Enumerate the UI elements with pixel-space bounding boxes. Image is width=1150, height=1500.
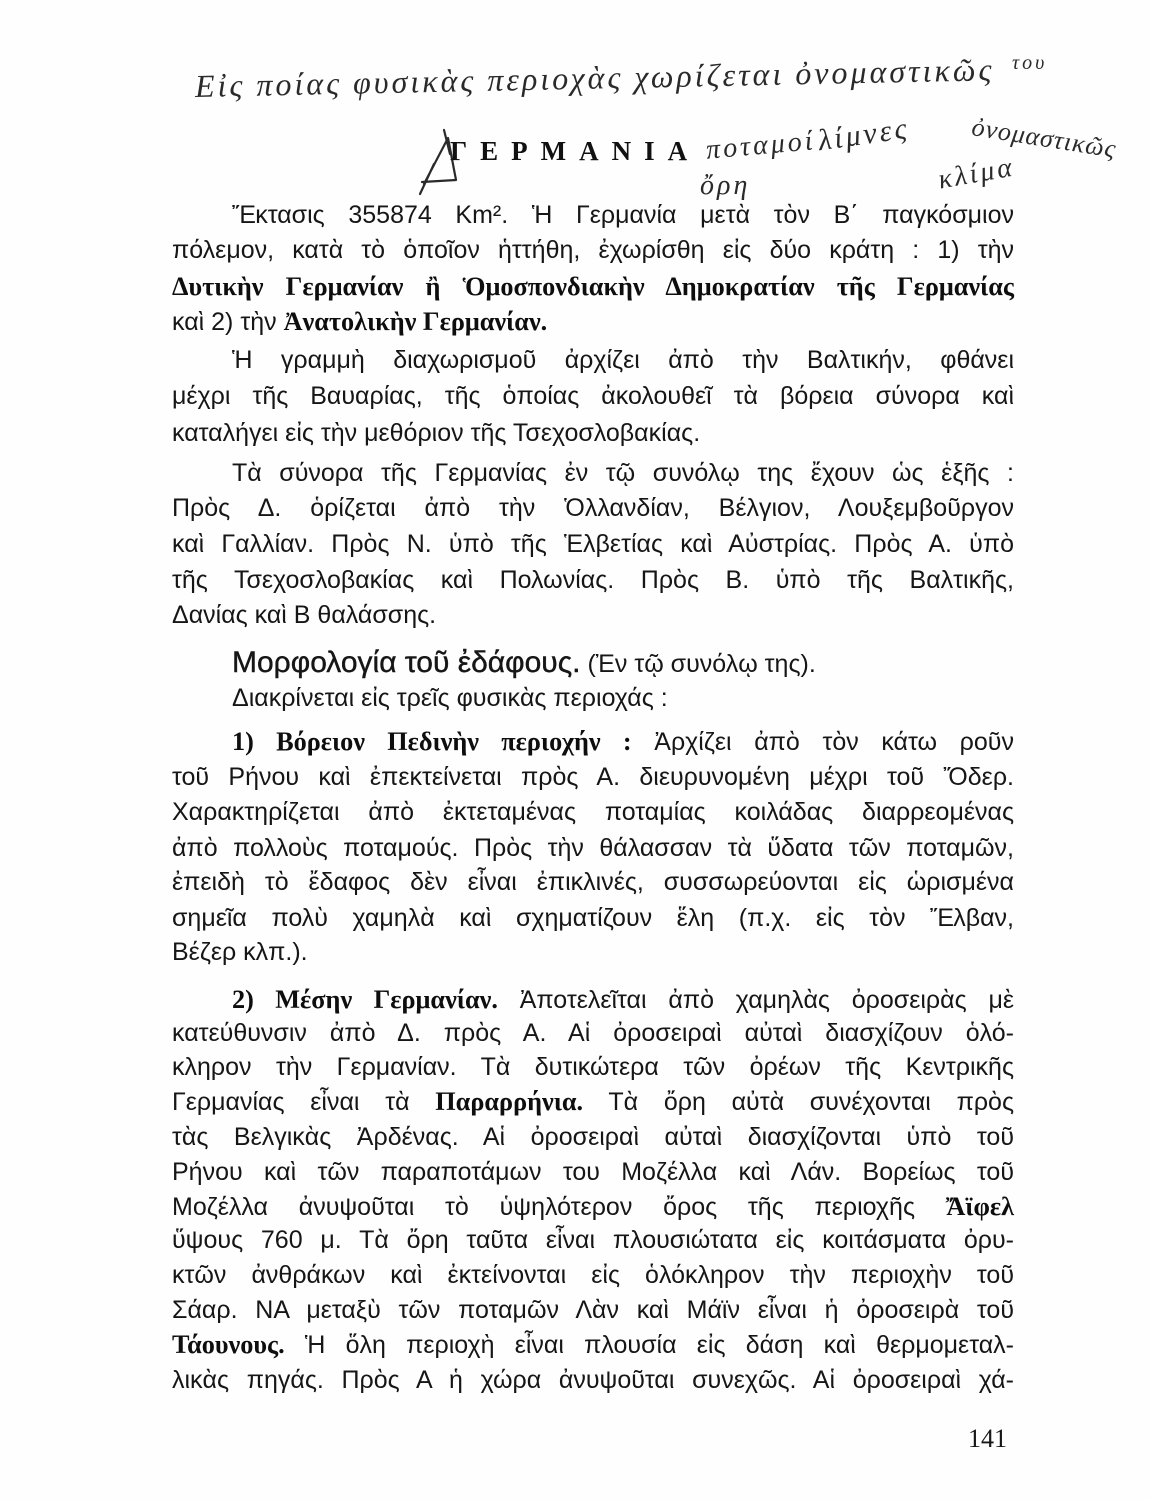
text-line	[232, 724, 1014, 760]
page-title: ΓΕΡΜΑΝΙΑ	[450, 136, 701, 166]
text-line	[172, 900, 1014, 936]
line-text: Ἡ γραμμὴ διαχωρισμοῦ ἀρχίζει ἀπὸ τὴν Βαλτικήν, φθάνει	[232, 346, 1014, 374]
bold-term: Τάουνους.	[172, 1330, 285, 1359]
line-text: ἀπὸ πολλοὺς ποταμούς. Πρὸς τὴν θάλασσαν τὰ ὕδατα τῶν ποταμῶν,	[172, 834, 1014, 862]
bold-term: Ἀνατολικὴν Γερμανίαν.	[283, 307, 548, 336]
bold-term: Παραρρήνια.	[435, 1087, 584, 1116]
text-line	[232, 982, 1014, 1018]
text-line	[172, 526, 1014, 562]
text-line	[172, 794, 1014, 830]
line-text: Βέζερ κλπ.).	[172, 938, 308, 966]
text-line	[232, 342, 1014, 378]
line-text: ἐπειδὴ τὸ ἔδαφος δὲν εἶναι ἐπικλινές, συσσωρεύονται εἰς ὡρισμένα	[172, 868, 1014, 896]
line-text: (Ἐν τῷ συνόλῳ της).	[580, 650, 816, 678]
line-text: κατεύθυνσιν ἀπὸ Δ. πρὸς Α. Αἱ ὀροσειραὶ αὐταὶ διασχίζουν ὁλό-	[172, 1019, 1014, 1047]
text-line	[172, 1154, 1014, 1190]
line-text: Ἡ ὅλη περιοχὴ εἶναι πλουσία εἰς δάση καὶ θερμομεταλ-	[284, 1331, 1014, 1359]
text-line	[172, 1257, 1014, 1293]
text-line	[232, 455, 1014, 491]
text-line	[172, 934, 1014, 970]
text-line	[232, 197, 1014, 233]
bold-term: Δυτικὴν Γερμανίαν ἢ Ὁμοσπονδιακὴν Δημοκρατίαν τῆς Γερμανίας	[172, 272, 1014, 301]
text-line	[172, 597, 1014, 633]
line-text: Ἀποτελεῖται ἀπὸ χαμηλὰς ὀροσειρὰς μὲ	[497, 986, 1014, 1014]
line-text: τῆς Τσεχοσλοβακίας καὶ Πολωνίας. Πρὸς Β. ὑπὸ τῆς Βαλτικῆς,	[172, 566, 1014, 594]
line-text: Σάαρ. ΝΑ μεταξὺ τῶν ποταμῶν Λὰν καὶ Μάϊν εἶναι ἡ ὀροσειρὰ τοῦ	[172, 1296, 1014, 1324]
line-text: Δανίας καὶ Β θαλάσσης.	[172, 601, 437, 629]
text-line	[172, 304, 1014, 340]
text-line	[172, 1119, 1014, 1155]
text-line	[172, 830, 1014, 866]
handwritten-note-names: ὀνομαστικῶς	[969, 112, 1119, 164]
text-line	[172, 1327, 1014, 1363]
section-heading-line	[232, 645, 1014, 681]
text-line	[172, 1189, 1014, 1225]
line-text: Τὰ σύνορα τῆς Γερμανίας ἐν τῷ συνόλῳ της ἔχουν ὡς ἑξῆς :	[232, 459, 1014, 487]
text-line	[172, 1292, 1014, 1328]
line-text: Ἀρχίζει ἀπὸ τὸν κάτω ροῦν	[631, 728, 1014, 756]
line-text: Μοζέλλα ἀνυψοῦται τὸ ὑψηλότερον ὄρος τῆς περιοχῆς	[172, 1193, 946, 1221]
bold-term: 1) Βόρειον Πεδινὴν περιοχήν :	[232, 727, 632, 756]
text-line	[172, 562, 1014, 598]
line-text: καταλήγει εἰς τὴν μεθόριον τῆς Τσεχοσλοβακίας.	[172, 419, 701, 447]
text-line	[172, 415, 1014, 451]
page-number: 141	[968, 1424, 1007, 1453]
line-text: πόλεμον, κατὰ τὸ ὁποῖον ἡττήθη, ἐχωρίσθη εἰς δύο κράτη : 1) τὴν	[172, 236, 1014, 264]
line-text: ὕψους 760 μ. Τὰ ὄρη ταῦτα εἶναι πλουσιώτατα εἰς κοιτάσματα ὀρυ-	[172, 1226, 1014, 1254]
line-text: καὶ Γαλλίαν. Πρὸς Ν. ὑπὸ τῆς Ἑλβετίας καὶ Αὐστρίας. Πρὸς Α. ὑπὸ	[172, 530, 1014, 558]
section-heading: Μορφολογία τοῦ ἐδάφους.	[232, 646, 581, 679]
handwritten-note-lakes: λίμνες	[816, 111, 912, 158]
handwritten-note-climate: κλίμα	[935, 151, 1018, 196]
line-text: Ρήνου καὶ τῶν παραποτάμων του Μοζέλλα καὶ Λάν. Βορείως τοῦ	[172, 1158, 1014, 1186]
line-text: Γερμανίας εἶναι τὰ	[172, 1088, 436, 1116]
line-text: καὶ 2) τὴν	[172, 308, 284, 336]
text-line	[172, 490, 1014, 526]
line-text: τὰς Βελγικὰς Ἀρδένας. Αἱ ὀροσειραὶ αὐταὶ διασχίζονται ὑπὸ τοῦ	[172, 1123, 1014, 1151]
bold-term: 2) Μέσην Γερμανίαν.	[232, 985, 498, 1014]
text-line	[172, 1362, 1014, 1398]
line-text: Ἔκτασις 355874 Km². Ἡ Γερμανία μετὰ τὸν Β΄ παγκόσμιον	[232, 201, 1014, 229]
line-text: Τὰ ὄρη αὐτὰ συνέχονται πρὸς	[583, 1088, 1015, 1116]
text-line	[172, 269, 1014, 305]
line-text: κτῶν ἀνθράκων καὶ ἐκτείνονται εἰς ὁλόκληρον τὴν περιοχὴν τοῦ	[172, 1261, 1014, 1289]
text-line	[172, 864, 1014, 900]
line-text: λικὰς πηγάς. Πρὸς Α ἡ χώρα ἀνυψοῦται συνεχῶς. Αἱ ὀροσειραὶ χά-	[172, 1366, 1014, 1394]
line-text: σημεῖα πολὺ χαμηλὰ καὶ σχηματίζουν ἕλη (π.χ. εἰς τὸν Ἔλβαν,	[172, 904, 1014, 932]
line-text: Χαρακτηρίζεται ἀπὸ ἐκτεταμένας ποταμίας κοιλάδας διαρρεομένας	[172, 798, 1014, 826]
text-line	[172, 1015, 1014, 1051]
text-line	[172, 378, 1014, 414]
handwritten-note-rivers: ποταμοί	[704, 125, 817, 166]
text-line	[172, 1049, 1014, 1085]
bold-term: Ἄϊφελ	[945, 1192, 1014, 1221]
text-line	[172, 1084, 1014, 1120]
text-line	[172, 1222, 1014, 1258]
line-text: Πρὸς Δ. ὁρίζεται ἀπὸ τὴν Ὁλλανδίαν, Βέλγιον, Λουξεμβοῦργον	[172, 494, 1014, 522]
text-line	[232, 680, 1014, 716]
handwritten-note-above: του	[1012, 52, 1048, 74]
line-text: κληρον τὴν Γερμανίαν. Τὰ δυτικώτερα τῶν ὀρέων τῆς Κεντρικῆς	[172, 1053, 1014, 1081]
line-text: τοῦ Ρήνου καὶ ἐπεκτείνεται πρὸς Α. διευρυνομένη μέχρι τοῦ Ὄδερ.	[172, 763, 1014, 791]
handwritten-note-mountains: ὄρη	[700, 170, 751, 201]
handwritten-question: Εἰς ποίας φυσικὰς περιοχὰς χωρίζεται ὀνομαστικῶς	[194, 51, 995, 104]
line-text: Διακρίνεται εἰς τρεῖς φυσικὰς περιοχάς :	[232, 684, 668, 712]
text-line	[172, 759, 1014, 795]
line-text: μέχρι τῆς Βαυαρίας, τῆς ὁποίας ἀκολουθεῖ τὰ βόρεια σύνορα καὶ	[172, 382, 1014, 410]
text-line	[172, 232, 1014, 268]
